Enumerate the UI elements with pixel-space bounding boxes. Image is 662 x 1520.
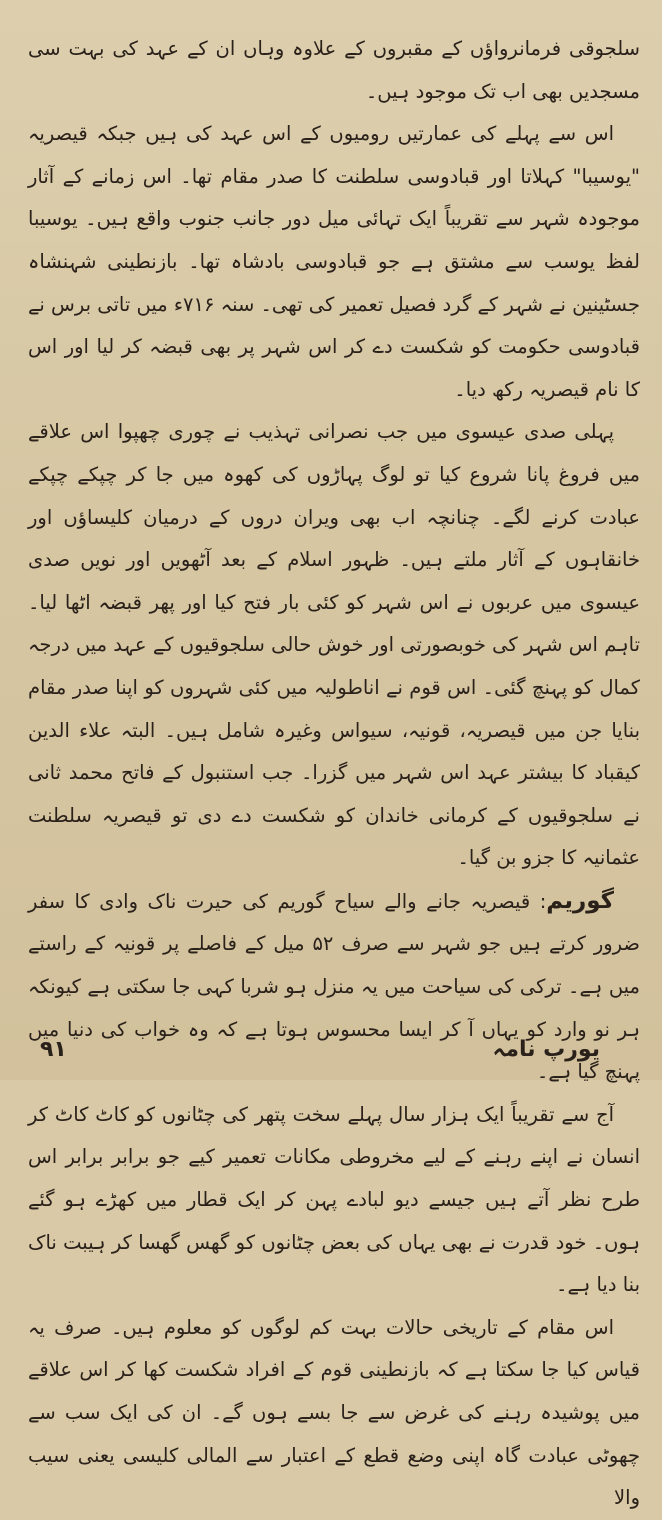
paragraph-history-unknown: اس مقام کے تاریخی حالات بہت کم لوگوں کو معلوم ہیں۔ صرف یہ قیاس کیا جا سکتا ہے کہ بازنطینی قوم کے افراد شکست کھا کر اس علاقے میں پوشیدہ رہنے کی غرض سے جا بسے ہوں گے۔ ان کی ایک سب سے چھوٹی عبادت گاہ اپنی وضع قطع کے اعتبار سے المالی کلیسی یعنی سیب والا <box>28 1315 640 1510</box>
paragraph-seljuk-tombs: سلجوقی فرمانرواؤں کے مقبروں کے علاوہ وہاں ان کے عہد کی بہت سی مسجدیں بھی اب تک موجود ہیں۔ <box>28 37 640 103</box>
paragraph-goreme: گوریم: قیصریہ جانے والے سیاح گوریم کی حیرت ناک وادی کا سفر ضرور کرتے ہیں جو شہر سے صرف ۵۲ میل کے فاصلے پر قونیہ کے راستے میں ہے۔ ترکی کی سیاحت میں یہ منزل ہو شربا کہی جا سکتی ہے کیونکہ ہر نو وارد کو یہاں آ کر ایسا محسوس ہوتا ہے کہ وہ خواب کی دنیا میں پہنچ گیا ہے۔ <box>28 887 640 1084</box>
section-lead-goreme: گوریم <box>546 887 614 914</box>
paragraph-christian-era: پہلی صدی عیسوی میں جب نصرانی تہذیب نے چوری چھپوا اس علاقے میں فروغ پانا شروع کیا تو لوگ پہاڑوں کی کھوہ میں جا کر چپکے چپکے عبادت کرنے لگے۔ چنانچہ اب بھی ویران دروں کے درمیان کلیساؤں اور خانقاہوں کے آثار ملتے ہیں۔ ظہور اسلام کے بعد آٹھویں اور نویں صدی عیسوی میں عربوں نے اس شہر کو کئی بار فتح کیا اور پھر قبضہ اٹھا لیا۔ تاہم اس شہر کی خوبصورتی اور خوش حالی سلجوقیوں کے عہد میں درجہ کمال کو پہنچ گئی۔ اس قوم نے اناطولیہ میں کئی شہروں کو اپنا صدر مقام بنایا جن میں قیصریہ، قونیہ، سیواس وغیرہ شامل ہیں۔ البتہ علاء الدین کیقباد کا بیشتر عہد اس شہر میں گزرا۔ جب استنبول کے فاتح محمد ثانی نے سلجوقیوں کے کرمانی خاندان کو شکست دے دی تو قیصریہ سلطنت عثمانیہ کا جزو بن گیا۔ <box>28 420 640 870</box>
paragraph-rock-houses: آج سے تقریباً ایک ہزار سال پہلے سخت پتھر کی چٹانوں کو کاٹ کاٹ کر انسان نے اپنے رہنے کے لیے مخروطی مکانات تعمیر کیے جو برابر برابر اس طرح نظر آتے ہیں جیسے دیو لبادے پہن کر ایک قطار میں کھڑے ہو گئے ہوں۔ خود قدرت نے بھی یہاں کی بعض چٹانوں کو گھس گھسا کر ہیبت ناک بنا دیا ہے۔ <box>28 1102 640 1297</box>
body-text <box>28 28 640 1520</box>
running-title: یورپ نامہ <box>492 1037 600 1062</box>
paragraph-roman-history: اس سے پہلے کی عمارتیں رومیوں کے اس عہد کی ہیں جبکہ قیصریہ "یوسیبا" کہلاتا اور قبادوسی سلطنت کا صدر مقام تھا۔ اس زمانے کے آثار موجودہ شہر سے تقریباً ایک تہائی میل دور جانب جنوب واقع ہیں۔ یوسیبا لفظ یوسب سے مشتق ہے جو قبادوسی بادشاہ تھا۔ بازنطینی شہنشاہ جسٹینین نے شہر کے گرد فصیل تعمیر کی تھی۔ سنہ ۷۱۶ء میں تاتی برس نے قبادوسی حکومت کو شکست دے کر اس شہر پر بھی قبضہ کر لیا اور اس کا نام قیصریہ رکھ دیا۔ <box>28 122 640 401</box>
page-number: ۹۱ <box>40 1037 67 1062</box>
